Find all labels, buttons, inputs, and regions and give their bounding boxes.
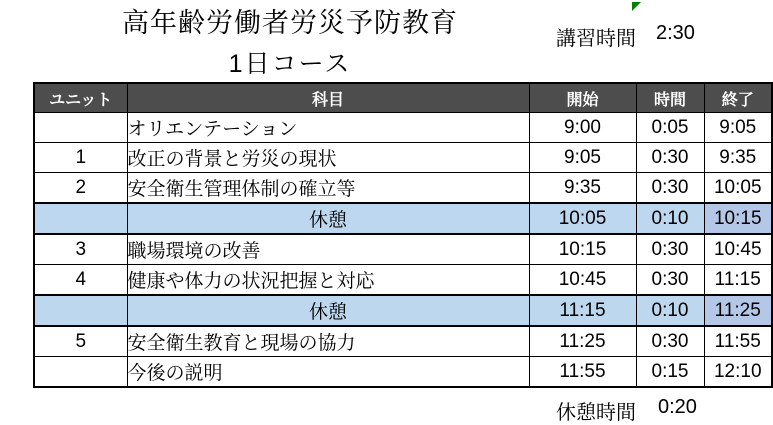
column-header-duration: 時間 — [636, 83, 704, 113]
start-cell: 11:25 — [529, 326, 636, 357]
table-row — [34, 234, 772, 265]
unit-cell — [34, 295, 127, 326]
end-cell: 11:15 — [704, 265, 772, 296]
table-row — [34, 326, 772, 357]
subject-cell: 今後の説明 — [127, 357, 529, 388]
duration-cell: 0:30 — [636, 326, 704, 357]
page-title: 高年齢労働者労災予防教育 — [122, 8, 458, 38]
end-cell: 11:55 — [704, 326, 772, 357]
unit-cell: 4 — [34, 265, 127, 296]
duration-cell: 0:10 — [636, 295, 704, 326]
subject-cell: 改正の背景と労災の現状 — [127, 143, 529, 173]
start-cell: 11:55 — [529, 357, 636, 388]
header-row — [34, 83, 772, 113]
unit-cell — [34, 357, 127, 388]
lecture-time-value: 2:30 — [656, 22, 695, 44]
end-cell: 10:05 — [704, 173, 772, 204]
duration-cell: 0:15 — [636, 357, 704, 388]
start-cell: 11:15 — [529, 295, 636, 326]
duration-cell: 0:05 — [636, 113, 704, 143]
start-cell: 10:15 — [529, 234, 636, 265]
start-cell: 9:35 — [529, 173, 636, 204]
column-header-start: 開始 — [529, 83, 636, 113]
schedule-table — [33, 82, 773, 388]
break-row — [34, 203, 772, 234]
unit-cell: 1 — [34, 143, 127, 173]
end-cell: 10:45 — [704, 234, 772, 265]
duration-cell: 0:30 — [636, 234, 704, 265]
subject-cell: 安全衛生教育と現場の協力 — [127, 326, 529, 357]
course-subtitle: 1日コース — [228, 50, 352, 78]
unit-cell: 3 — [34, 234, 127, 265]
column-header-subject: 科目 — [127, 83, 529, 113]
break-time-label: 休憩時間 — [556, 402, 636, 424]
duration-cell: 0:30 — [636, 143, 704, 173]
subject-cell: オリエンテーション — [127, 113, 529, 143]
start-cell: 10:45 — [529, 265, 636, 296]
duration-cell: 0:30 — [636, 173, 704, 204]
start-cell: 9:00 — [529, 113, 636, 143]
unit-cell: 5 — [34, 326, 127, 357]
break-time-value: 0:20 — [658, 396, 697, 418]
end-cell: 9:05 — [704, 113, 772, 143]
break-time-summary — [556, 396, 697, 425]
duration-cell: 0:30 — [636, 265, 704, 296]
column-header-unit: ユニット — [34, 83, 127, 113]
duration-cell: 0:10 — [636, 203, 704, 234]
subject-cell: 休憩 — [127, 295, 529, 326]
end-cell: 11:25 — [704, 295, 772, 326]
cell-corner-flag-icon — [632, 2, 641, 11]
start-cell: 9:05 — [529, 143, 636, 173]
table-row — [34, 113, 772, 143]
column-header-end: 終了 — [704, 83, 772, 113]
table-row — [34, 173, 772, 204]
subject-cell: 職場環境の改善 — [127, 234, 529, 265]
unit-cell — [34, 113, 127, 143]
subject-cell: 安全衛生管理体制の確立等 — [127, 173, 529, 204]
table-row — [34, 143, 772, 173]
end-cell: 12:10 — [704, 357, 772, 388]
lecture-time-summary — [556, 22, 695, 51]
subject-cell: 休憩 — [127, 203, 529, 234]
lecture-time-label: 講習時間 — [556, 28, 636, 50]
subject-cell: 健康や体力の状況把握と対応 — [127, 265, 529, 296]
table-row — [34, 357, 772, 388]
start-cell: 10:05 — [529, 203, 636, 234]
end-cell: 9:35 — [704, 143, 772, 173]
break-row — [34, 295, 772, 326]
unit-cell — [34, 203, 127, 234]
end-cell: 10:15 — [704, 203, 772, 234]
table-row — [34, 265, 772, 296]
unit-cell: 2 — [34, 173, 127, 204]
